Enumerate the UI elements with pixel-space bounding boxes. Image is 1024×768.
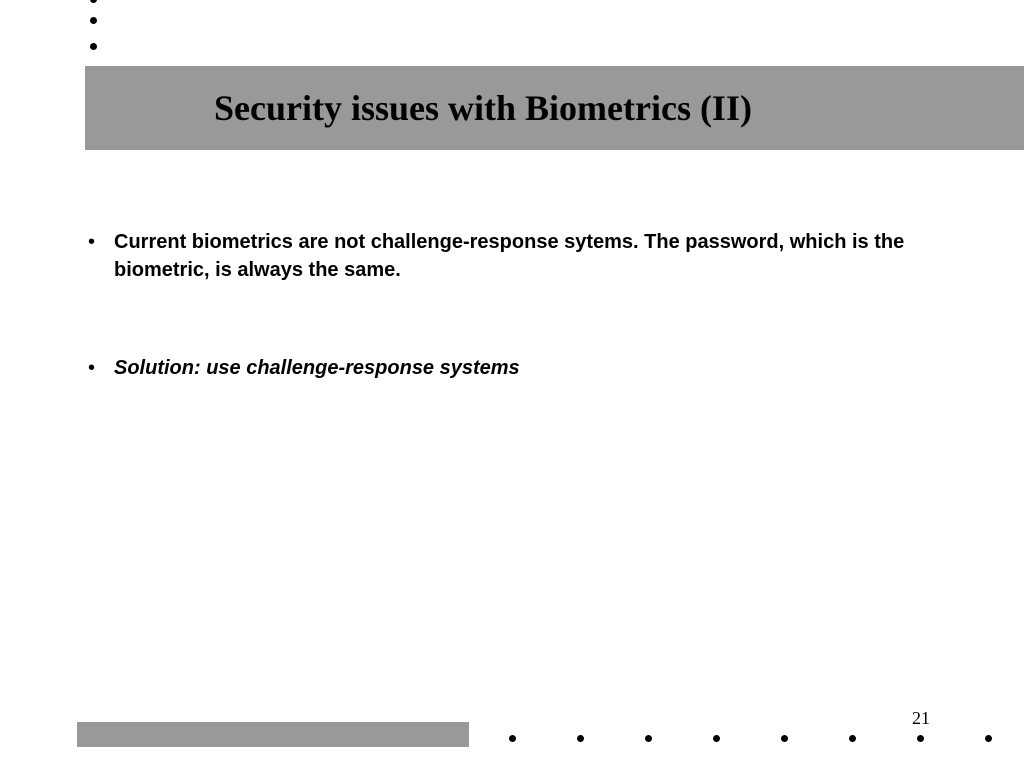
title-bar	[85, 66, 1024, 150]
bullet-item	[88, 354, 908, 382]
footer-bar	[77, 722, 469, 747]
slide-title: Security issues with Biometrics (II)	[214, 88, 752, 128]
bullet-list	[88, 228, 908, 382]
footer-decor-dot	[985, 735, 992, 742]
bullet-text: Solution: use challenge-response systems	[114, 357, 520, 379]
page-number: 21	[912, 708, 930, 728]
footer-decor-dot	[577, 735, 584, 742]
footer-decor-dot	[645, 735, 652, 742]
bullet-marker: •	[88, 231, 96, 253]
bullet-text: Current biometrics are not challenge-response sytems. The password, which is the biometric, is always the same.	[114, 231, 905, 281]
footer-decor-dot	[849, 735, 856, 742]
footer-decor-dot	[509, 735, 516, 742]
footer-decor-dot	[917, 735, 924, 742]
footer-decor-dot	[713, 735, 720, 742]
bullet-marker: •	[88, 357, 96, 379]
top-decor-dot	[90, 43, 97, 50]
bullet-item	[88, 228, 908, 284]
top-decor-dot-partial	[90, 0, 97, 3]
top-decor-dot	[90, 17, 97, 24]
footer-decor-dot	[781, 735, 788, 742]
